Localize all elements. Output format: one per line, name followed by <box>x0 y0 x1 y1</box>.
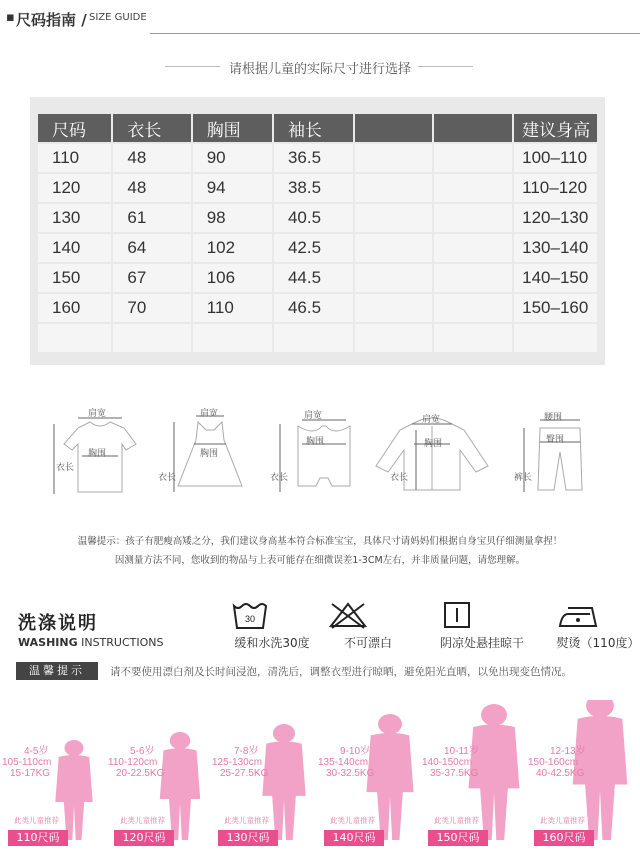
table-cell <box>193 324 272 352</box>
table-cell <box>514 324 597 352</box>
table-cell: 70 <box>113 294 190 322</box>
romper-shoulder-label: 肩宽 <box>304 411 323 421</box>
table-cell <box>355 174 432 202</box>
table-cell: 48 <box>113 144 190 172</box>
kid-recommend-label: 此类儿童推荐 <box>224 816 269 825</box>
jacket-length-label: 衣长 <box>390 473 409 483</box>
table-header-cell: 尺码 <box>38 114 111 142</box>
table-cell <box>355 324 432 352</box>
table-cell: 94 <box>193 174 272 202</box>
table-row <box>38 144 597 172</box>
intro-line <box>0 58 640 76</box>
table-cell: 61 <box>113 204 190 232</box>
kid-weight: 30-32.5KG <box>326 768 375 779</box>
table-cell: 110 <box>38 144 111 172</box>
table-cell <box>355 204 432 232</box>
kid-height: 135-140cm <box>318 757 369 768</box>
tshirt-shoulder-label: 肩宽 <box>88 409 107 419</box>
header-title: 尺码指南 / <box>16 11 87 29</box>
kid-info <box>422 746 479 779</box>
table-cell <box>113 324 190 352</box>
pants-length-label: 裤长 <box>514 473 533 483</box>
kid-weight: 40-42.5KG <box>536 768 585 779</box>
kid-recommend-label: 此类儿童推荐 <box>330 816 375 825</box>
kid-weight: 20-22.5KG <box>116 768 165 779</box>
table-cell: 120–130 <box>514 204 597 232</box>
table-cell <box>355 144 432 172</box>
kid-size-badge: 160尺码 <box>534 830 594 846</box>
header-subtitle: SIZE GUIDE <box>89 12 147 23</box>
tshirt-chest-label: 胸围 <box>88 449 107 459</box>
table-cell: 102 <box>193 234 272 262</box>
kid-size-badge: 130尺码 <box>218 830 278 846</box>
kid-weight: 25-27.5KG <box>220 768 269 779</box>
table-cell <box>434 204 512 232</box>
table-cell: 44.5 <box>274 264 353 292</box>
kid-age: 4-5岁 <box>24 746 49 757</box>
kid-weight: 35-37.5KG <box>430 768 479 779</box>
washing-subtitle-rest: INSTRUCTIONS <box>77 636 164 649</box>
jacket-chest-label: 胸围 <box>424 439 443 449</box>
table-cell: 106 <box>193 264 272 292</box>
table-cell: 64 <box>113 234 190 262</box>
tip-badge: 温馨提示 <box>16 662 98 680</box>
table-cell: 140 <box>38 234 111 262</box>
kid-size-badge: 140尺码 <box>324 830 384 846</box>
kid-info <box>318 746 374 779</box>
table-row <box>38 174 597 202</box>
kid-age: 10-11岁 <box>444 746 479 757</box>
table-cell <box>434 294 512 322</box>
kid-recommend-label: 此类儿童推荐 <box>120 816 165 825</box>
tip-text: 请不要使用漂白剂及长时间浸泡，清洗后，调整衣型进行晾晒，避免阳光直晒，以免出现变色情况。 <box>110 666 572 678</box>
romper-length-label: 衣长 <box>270 473 289 483</box>
washing-subtitle <box>18 636 164 649</box>
kid-recommend-label: 此类儿童推荐 <box>540 816 585 825</box>
kid-age: 7-8岁 <box>234 746 259 757</box>
kid-recommend-label: 此类儿童推荐 <box>14 816 59 825</box>
pants-waist-label: 腰围 <box>544 413 563 423</box>
table-cell: 100–110 <box>514 144 597 172</box>
kid-height: 140-150cm <box>422 757 473 768</box>
kid-age: 12-13岁 <box>550 746 586 757</box>
romper-chest-label: 胸围 <box>306 437 325 447</box>
kid-size-badge: 150尺码 <box>428 830 488 846</box>
pants-hip-label: 臀围 <box>546 435 565 445</box>
table-cell: 42.5 <box>274 234 353 262</box>
table-cell <box>38 324 111 352</box>
table-cell: 110 <box>193 294 272 322</box>
table-cell: 140–150 <box>514 264 597 292</box>
table-header-cell: 建议身高 <box>514 114 597 142</box>
washing-title: 洗涤说明 <box>18 613 98 634</box>
table-cell: 36.5 <box>274 144 353 172</box>
note-line-1: 温馨提示：孩子有肥瘦高矮之分，我们建议身高基本符合标准宝宝，具体尺寸请妈妈们根据自身宝贝仔细测量拿捏！ <box>77 536 563 547</box>
kid-height: 150-160cm <box>528 757 579 768</box>
table-cell <box>434 234 512 262</box>
table-cell: 90 <box>193 144 272 172</box>
table-cell: 67 <box>113 264 190 292</box>
table-header-cell: 袖长 <box>274 114 353 142</box>
care-no-bleach <box>328 600 392 650</box>
table-cell <box>434 324 512 352</box>
table-cell <box>355 294 432 322</box>
table-cell: 120 <box>38 174 111 202</box>
table-cell <box>434 264 512 292</box>
kid-weight: 15-17KG <box>10 768 51 779</box>
dress-chest-label: 胸围 <box>200 449 219 459</box>
tshirt-diagram <box>48 400 148 504</box>
dress-length-label: 衣长 <box>158 473 177 483</box>
table-row <box>38 324 597 352</box>
kid-card <box>318 700 424 865</box>
pants-diagram <box>510 400 600 504</box>
table-cell: 130 <box>38 204 111 232</box>
table-header-cell <box>434 114 512 142</box>
note-line-2: 因测量方法不同，您收到的物品与上表可能存在细微误差1-3CM左右，并非质量问题，请您理解。 <box>114 555 526 566</box>
care-hang-dry <box>439 600 524 650</box>
kid-size-badge: 120尺码 <box>114 830 174 846</box>
care-wash-label: 缓和水洗30度 <box>234 636 310 650</box>
table-cell: 38.5 <box>274 174 353 202</box>
table-cell: 110–120 <box>514 174 597 202</box>
dress-shoulder-label: 肩宽 <box>200 409 219 419</box>
header-rule <box>150 33 640 34</box>
dress-diagram <box>158 400 258 504</box>
iron-icon <box>558 600 602 630</box>
table-cell: 150–160 <box>514 294 597 322</box>
kid-info <box>212 746 268 779</box>
kid-height: 110-120cm <box>108 757 158 768</box>
table-cell <box>274 324 353 352</box>
wash-30-icon <box>232 600 268 630</box>
table-cell: 46.5 <box>274 294 353 322</box>
size-table <box>36 112 599 354</box>
tshirt-length-label: 衣长 <box>56 463 75 473</box>
table-cell: 40.5 <box>274 204 353 232</box>
kid-card <box>212 700 318 865</box>
table-cell: 130–140 <box>514 234 597 262</box>
intro-dash-right <box>418 66 473 67</box>
table-row <box>38 234 597 262</box>
table-header-cell: 胸围 <box>193 114 272 142</box>
table-row <box>38 294 597 322</box>
kid-height: 105-110cm <box>2 757 52 768</box>
care-iron-label: 熨烫（110度） <box>556 636 640 650</box>
kid-card <box>528 700 634 865</box>
table-cell: 48 <box>113 174 190 202</box>
table-header-row <box>38 114 597 142</box>
wash-temp-text: 30 <box>244 614 256 624</box>
care-no-bleach-label: 不可漂白 <box>343 636 392 650</box>
jacket-diagram <box>372 400 492 504</box>
kid-card <box>108 700 214 865</box>
kid-size-badge: 110尺码 <box>8 830 68 846</box>
table-cell: 150 <box>38 264 111 292</box>
kid-age: 5-6岁 <box>130 746 155 757</box>
table-cell <box>355 264 432 292</box>
kid-info <box>528 746 586 779</box>
care-hang-dry-label: 阴凉处悬挂晾干 <box>439 636 524 650</box>
kid-age: 9-10岁 <box>340 746 371 757</box>
hang-dry-icon <box>442 600 472 630</box>
kid-recommend-label: 此类儿童推荐 <box>434 816 479 825</box>
table-row <box>38 264 597 292</box>
kid-info <box>108 746 164 779</box>
care-iron <box>556 600 640 650</box>
table-cell <box>434 174 512 202</box>
section-header <box>0 0 640 34</box>
intro-text: 请根据儿童的实际尺寸进行选择 <box>228 62 411 77</box>
kid-info <box>2 746 51 779</box>
washing-subtitle-bold: WASHING <box>18 636 78 649</box>
care-wash <box>232 600 310 650</box>
table-header-cell: 衣长 <box>113 114 190 142</box>
kid-card <box>422 700 528 865</box>
kid-card <box>2 700 108 865</box>
table-cell: 98 <box>193 204 272 232</box>
no-bleach-icon <box>328 600 368 630</box>
jacket-shoulder-label: 肩宽 <box>422 415 441 425</box>
table-row <box>38 204 597 232</box>
table-cell <box>355 234 432 262</box>
kid-height: 125-130cm <box>212 757 263 768</box>
table-header-cell <box>355 114 432 142</box>
header-bullet: ▪ <box>6 10 15 25</box>
table-cell <box>434 144 512 172</box>
size-table-panel <box>30 97 605 365</box>
table-cell: 160 <box>38 294 111 322</box>
romper-diagram <box>270 400 370 504</box>
